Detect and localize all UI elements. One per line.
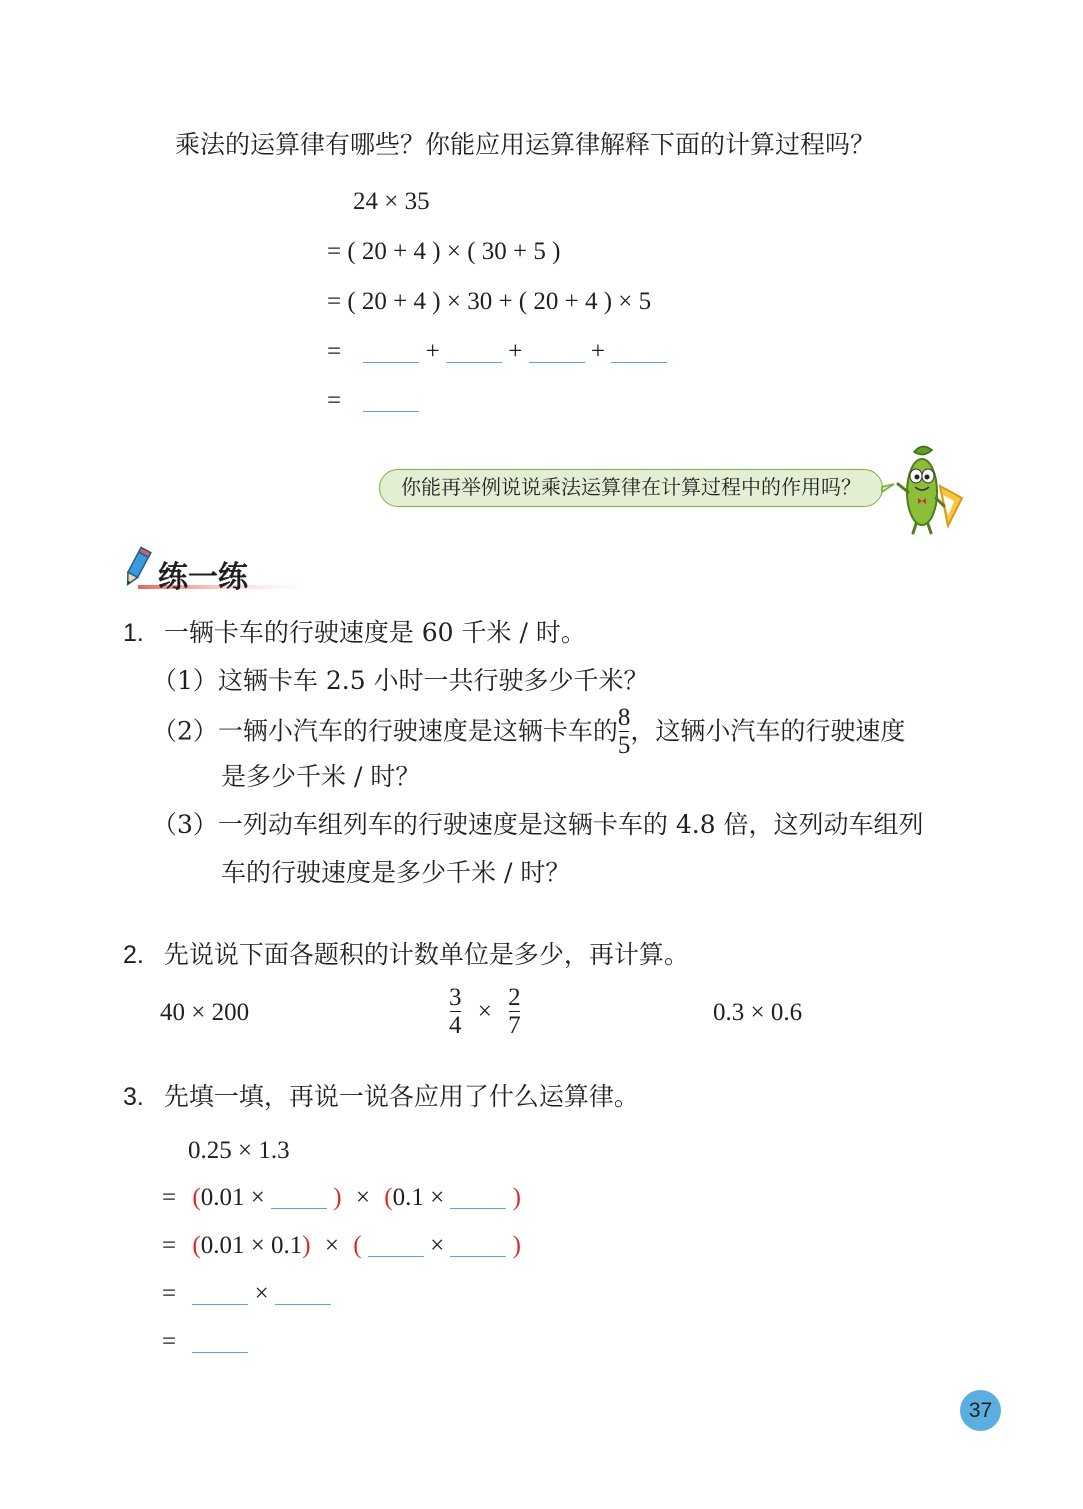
- answer-blank[interactable]: [192, 1282, 248, 1305]
- q3-factor-text: 0.01 × 0.1: [200, 1232, 303, 1259]
- times-sign: ×: [430, 1232, 445, 1259]
- red-paren-close: ): [512, 1232, 521, 1259]
- times-sign: ×: [254, 1280, 269, 1307]
- answer-blank[interactable]: [450, 1234, 506, 1257]
- answer-blank[interactable]: [275, 1282, 331, 1305]
- q3-factor-text: 0.01 ×: [200, 1184, 265, 1211]
- q1-sub3-text: 一列动车组列车的行驶速度是这辆卡车的 4.8 倍，这列动车组列: [217, 810, 924, 839]
- q1-sub3-label: （3）: [152, 810, 218, 839]
- fraction-denominator: 7: [508, 1012, 521, 1039]
- fraction: [508, 984, 521, 1039]
- q1-sub1-label: （1）: [152, 666, 218, 695]
- q3-step-4: [162, 1327, 248, 1357]
- q1-sub1: [152, 666, 649, 696]
- q1-sub2-text: 一辆小汽车的行驶速度是这辆卡车的: [217, 716, 618, 746]
- intro-question: 乘法的运算律有哪些？你能应用运算律解释下面的计算过程吗？: [175, 130, 876, 159]
- intro-step-3: [327, 337, 667, 367]
- equals-sign: =: [162, 1280, 177, 1307]
- speech-bubble-text: 你能再举例说说乘法运算律在计算过程中的作用吗？: [401, 475, 861, 499]
- equals-sign: =: [162, 1184, 177, 1211]
- answer-blank[interactable]: [271, 1186, 327, 1209]
- red-paren-close: ): [333, 1184, 342, 1211]
- q2-stem-line: [123, 940, 689, 970]
- q1-sub3: [152, 810, 924, 840]
- q3-step-3: [162, 1279, 331, 1309]
- q1-stem: 一辆卡车的行驶速度是 60 千米 / 时。: [163, 618, 586, 647]
- equals-sign: =: [327, 387, 342, 414]
- section-title: 练一练: [158, 560, 248, 595]
- red-paren-open: (: [192, 1184, 201, 1211]
- q2-number: 2.: [123, 941, 144, 969]
- pea-mascot-icon: [860, 440, 970, 535]
- equals-sign: =: [162, 1232, 177, 1259]
- times-sign: ×: [355, 1184, 370, 1211]
- q1-sub2-label: （2）: [152, 716, 218, 746]
- equals-sign: =: [162, 1328, 177, 1355]
- answer-blank[interactable]: [529, 340, 585, 363]
- answer-blank[interactable]: [368, 1234, 424, 1257]
- q1-sub3-line2: 车的行驶速度是多少千米 / 时？: [221, 858, 571, 887]
- answer-blank[interactable]: [363, 340, 419, 363]
- q1-number: 1.: [123, 619, 144, 647]
- intro-step-1: = ( 20 + 4 ) × ( 30 + 5 ): [327, 238, 561, 265]
- q3-stem-line: [123, 1082, 639, 1112]
- q1-sub2-text-cont: ，这辆小汽车的行驶速度: [630, 716, 906, 746]
- q2-expression-2: [449, 984, 521, 1039]
- fraction-numerator: 3: [449, 984, 462, 1011]
- plus-sign: +: [425, 338, 440, 365]
- intro-step-2: = ( 20 + 4 ) × 30 + ( 20 + 4 ) × 5: [327, 288, 652, 315]
- pencil-icon: [118, 546, 156, 590]
- speech-bubble: [379, 469, 883, 507]
- intro-step-4: [327, 386, 419, 416]
- answer-blank[interactable]: [363, 389, 419, 412]
- answer-blank[interactable]: [611, 340, 667, 363]
- red-paren-close: ): [302, 1232, 311, 1259]
- q3-number: 3.: [123, 1083, 144, 1111]
- q3-step-2: [162, 1231, 521, 1261]
- q3-expression: 0.25 × 1.3: [188, 1137, 290, 1164]
- q1-sub2-line2: 是多少千米 / 时？: [221, 762, 421, 791]
- answer-blank[interactable]: [446, 340, 502, 363]
- q1-sub1-text: 这辆卡车 2.5 小时一共行驶多少千米？: [217, 666, 649, 695]
- red-paren-close: ): [512, 1184, 521, 1211]
- q1-sub2: [152, 704, 905, 759]
- q2-expression-1: 40 × 200: [160, 999, 250, 1026]
- answer-blank[interactable]: [450, 1186, 506, 1209]
- fraction: [618, 704, 631, 759]
- fraction: [449, 984, 462, 1039]
- fraction-numerator: 8: [617, 704, 631, 731]
- page-number: 37: [960, 1390, 1001, 1431]
- intro-expression: 24 × 35: [353, 188, 430, 215]
- q3-step-1: [162, 1183, 521, 1213]
- times-sign: ×: [477, 997, 492, 1025]
- fraction-denominator: 5: [617, 732, 631, 759]
- fraction-denominator: 4: [449, 1012, 462, 1039]
- fraction-numerator: 2: [508, 984, 521, 1011]
- plus-sign: +: [590, 338, 605, 365]
- q2-expression-3: 0.3 × 0.6: [713, 999, 803, 1026]
- red-paren-open: (: [384, 1184, 393, 1211]
- q1-stem-line: [123, 618, 586, 648]
- red-paren-open: (: [192, 1232, 201, 1259]
- q3-factor-text: 0.1 ×: [392, 1184, 445, 1211]
- times-sign: ×: [324, 1232, 339, 1259]
- q2-stem: 先说说下面各题积的计数单位是多少，再计算。: [163, 940, 689, 969]
- answer-blank[interactable]: [192, 1330, 248, 1353]
- red-paren-open: (: [353, 1232, 362, 1259]
- plus-sign: +: [508, 338, 523, 365]
- equals-sign: =: [327, 338, 342, 365]
- q3-stem: 先填一填，再说一说各应用了什么运算律。: [163, 1082, 639, 1111]
